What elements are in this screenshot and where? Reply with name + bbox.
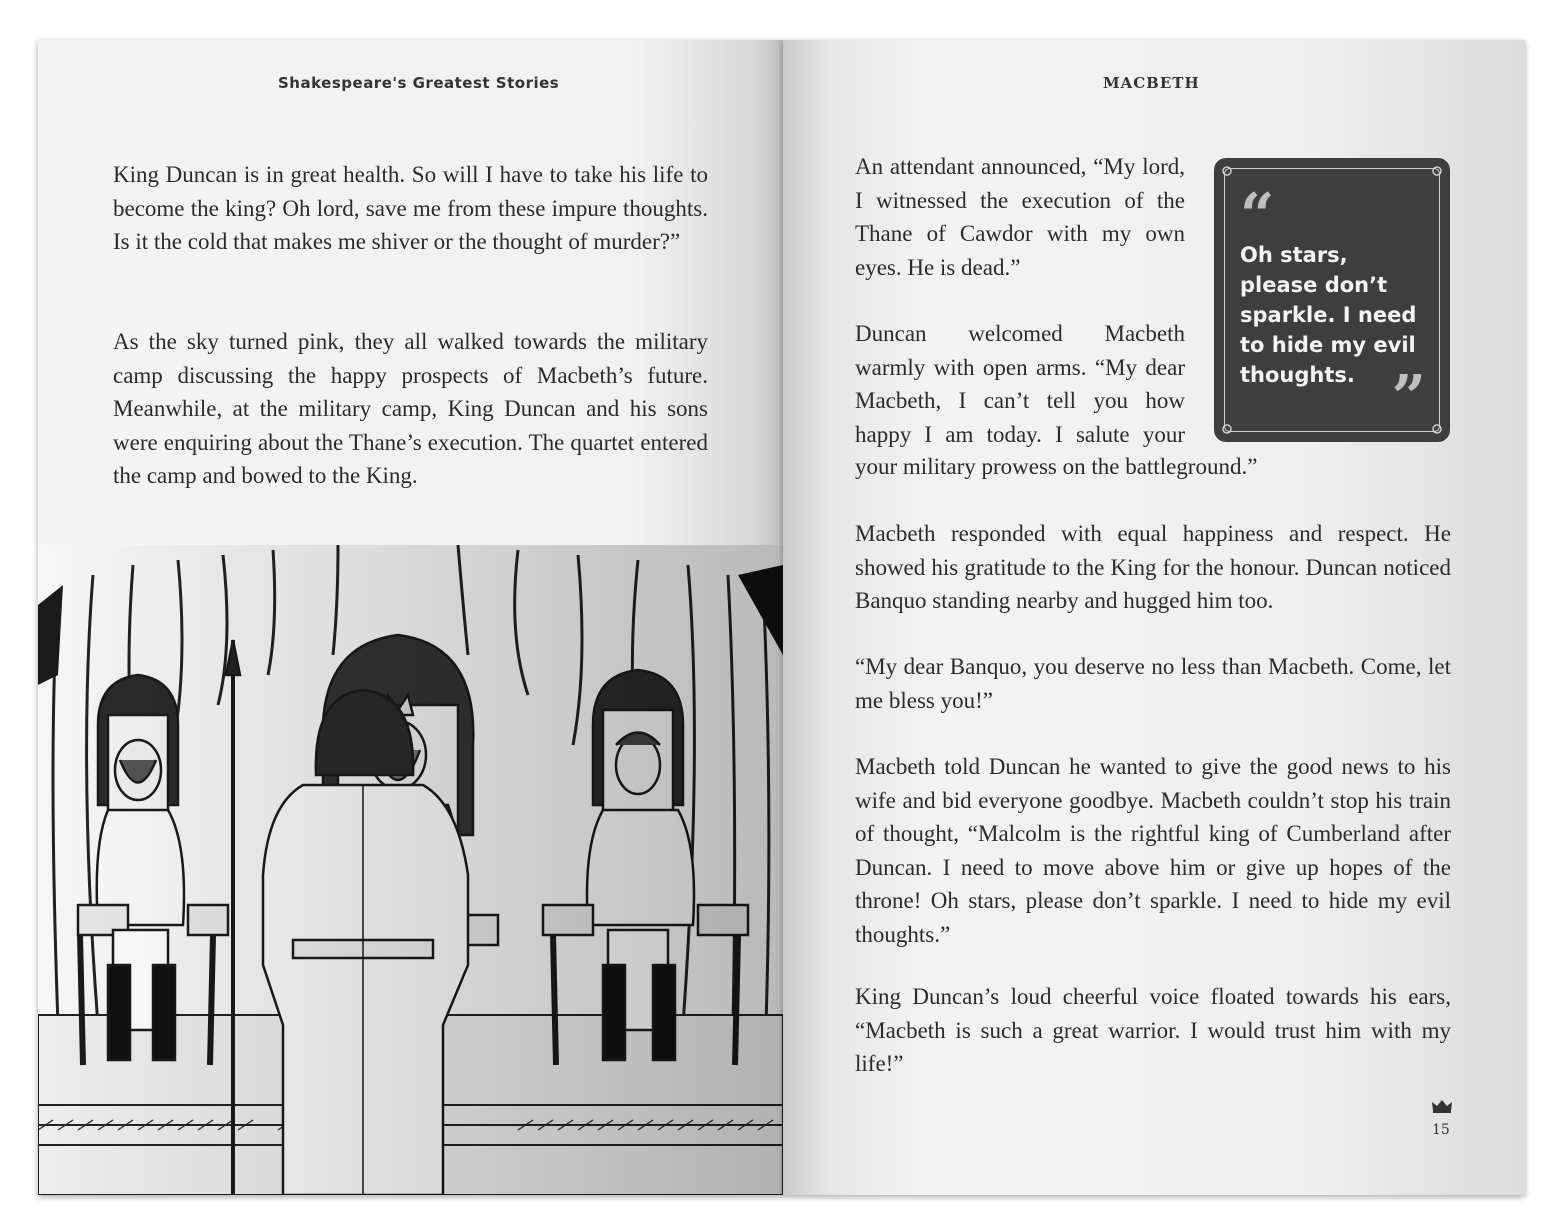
right-paragraph-1: An attendant announced, “My lord, I witnessed the execution of the Thane of Cawdor with my own eyes. He is dead.” (855, 154, 1185, 280)
running-head-chapter-title: MACBETH (1103, 74, 1200, 92)
left-page (38, 40, 783, 1195)
pull-quote-box (1214, 158, 1450, 442)
right-paragraph-6: King Duncan’s loud cheerful voice floated towards his ears, “Macbeth is such a great warrior. I would trust him with my life!” (855, 984, 1451, 1076)
pull-quote-text: Oh stars, please don’t sparkle. I need to hide my evil thoughts. (1240, 243, 1417, 387)
page-number: 15 (1432, 1122, 1450, 1138)
right-paragraph-2-continued: your military prowess on the battleground.” (855, 454, 1258, 479)
corner-ornament-icon (1218, 420, 1236, 438)
right-paragraph-2: Duncan welcomed Macbeth warmly with open arms. “My dear Macbeth, I can’t tell you how happy I am today. I salute your (855, 321, 1185, 447)
right-paragraph-3: Macbeth responded with equal happiness and respect. He showed his gratitude to the King for the honour. Duncan noticed Banquo standing nearby and hugged him too. (855, 521, 1451, 613)
left-paragraph-2: As the sky turned pink, they all walked towards the military camp discussing the happy prospects of Macbeth’s future. Meanwhile, at the military camp, King Duncan and his sons were enquiring about the Thane’s execution. The quartet entered the camp and bowed to the King. (113, 329, 708, 488)
right-page (783, 40, 1525, 1195)
right-paragraph-4: “My dear Banquo, you deserve no less than Macbeth. Come, let me bless you!” (855, 654, 1451, 713)
corner-ornament-icon (1428, 420, 1446, 438)
running-head-book-title: Shakespeare's Greatest Stories (278, 74, 560, 92)
corner-ornament-icon (1428, 162, 1446, 180)
open-quote-icon: “ (1240, 181, 1275, 251)
crown-icon (1431, 1098, 1453, 1114)
close-quote-icon: ” (1391, 363, 1426, 433)
corner-ornament-icon (1218, 162, 1236, 180)
right-paragraph-5: Macbeth told Duncan he wanted to give the good news to his wife and bid everyone goodbye. Macbeth couldn’t stop his train of thought, “Malcolm is the rightful king of Cumberland after Duncan. I need to move above him or give up hopes of the throne! Oh stars, please don’t sparkle. I need to hide my evil thoughts.” (855, 754, 1451, 947)
throne-room-illustration (38, 545, 783, 1195)
left-paragraph-1: King Duncan is in great health. So will I have to take his life to become the king? Oh lord, save me from these impure thoughts. Is it the cold that makes me shiver or the thought of murder?” (113, 162, 708, 254)
